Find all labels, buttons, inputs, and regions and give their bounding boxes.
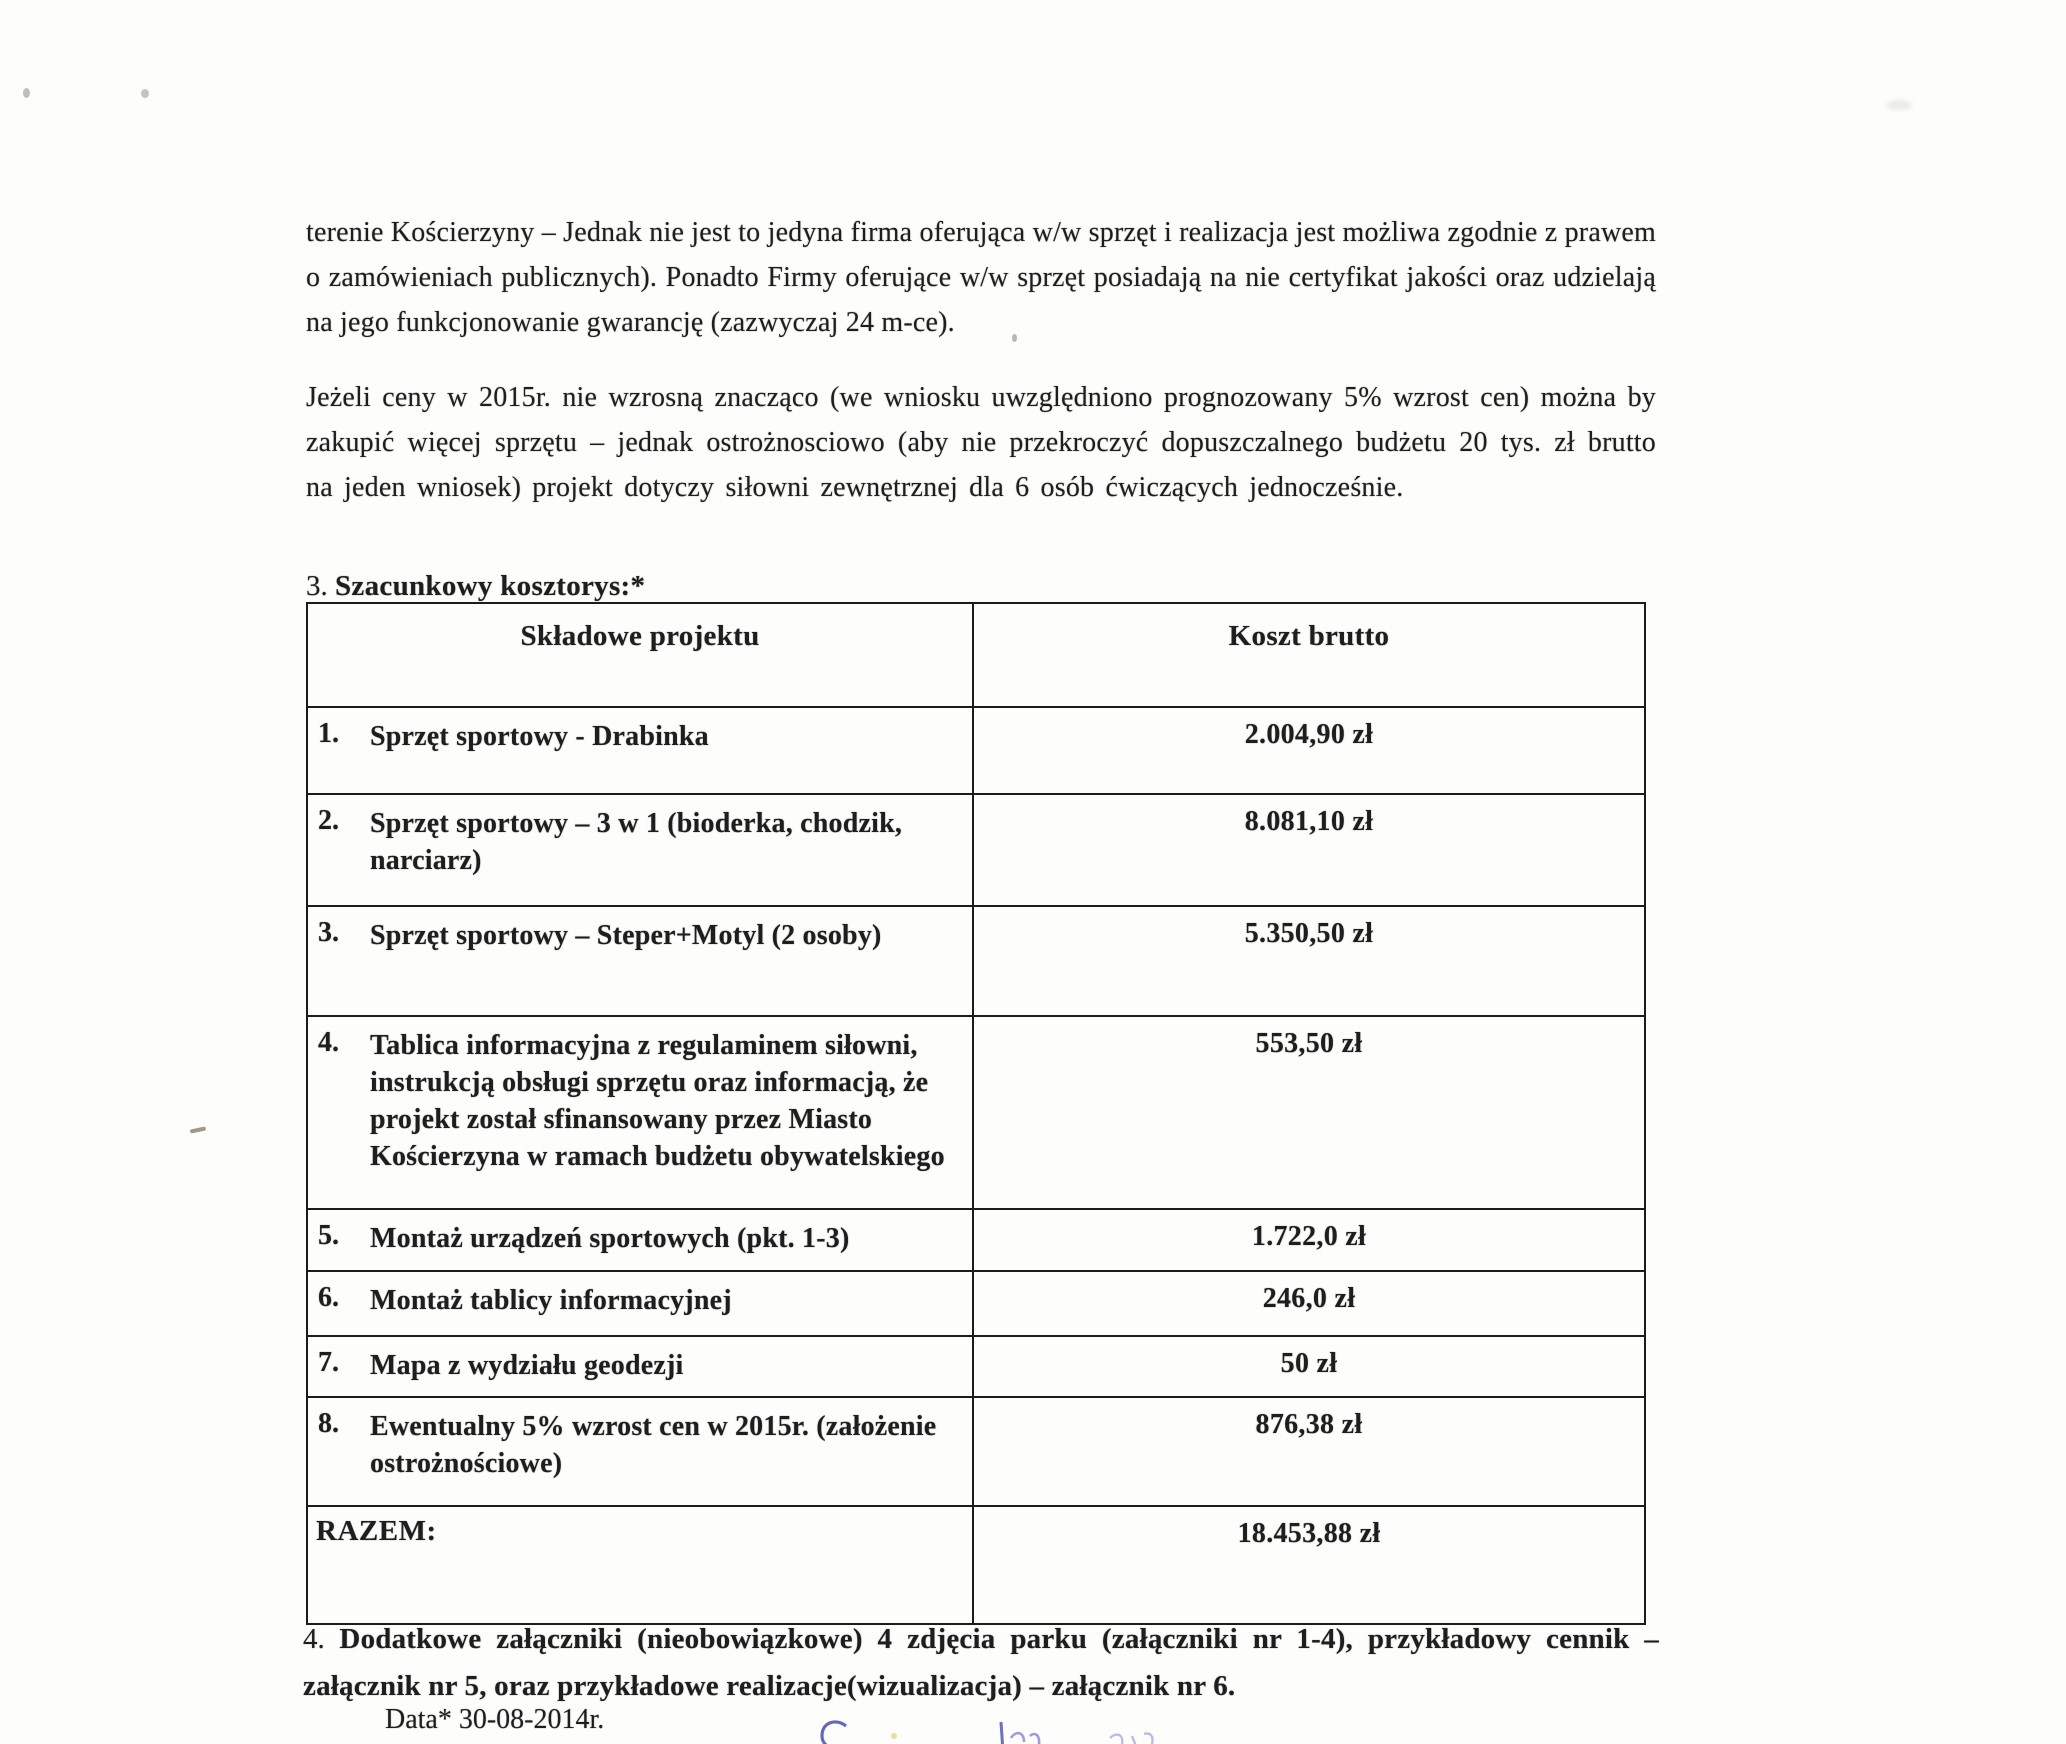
section4-note	[303, 1616, 1659, 1710]
paragraph-equipment-availability: terenie Kościerzyny – Jednak nie jest to jedyna firma oferująca w/w sprzęt i realizacja jest możliwa zgodnie z prawem o zamówieniach publicznych). Ponadto Firmy oferujące w/w sprzęt posiadają na nie certyfikat jakości oraz udzielają na jego funkcjonowanie gwarancję (zazwyczaj 24 m-ce).	[306, 217, 1656, 338]
section4-number: 4.	[303, 1623, 325, 1655]
row-label: Mapa z wydziału geodezji	[370, 1350, 684, 1381]
row-cost: 1.722,0 zł	[1251, 1221, 1367, 1252]
table-row	[307, 906, 1645, 1016]
row-number: 6.	[318, 1282, 339, 1313]
row-label: Montaż tablicy informacyjnej	[370, 1285, 732, 1316]
table-row	[307, 707, 1645, 794]
row-cost: 8.081,10 zł	[1244, 806, 1374, 837]
row-number: 3.	[318, 917, 339, 948]
section3-number: 3.	[306, 570, 328, 602]
date-line: Data* 30-08-2014r.	[385, 1704, 605, 1735]
row-cost: 2.004,90 zł	[1244, 719, 1374, 750]
section3-title: Szacunkowy kosztorys:*	[335, 570, 646, 602]
cost-estimate-table	[306, 602, 1646, 1625]
row-cost: 50 zł	[1280, 1348, 1338, 1379]
row-number: 2.	[318, 805, 339, 836]
table-header-component: Składowe projektu	[307, 603, 973, 707]
table-row	[307, 1209, 1645, 1271]
signature-fragment	[818, 1712, 1168, 1744]
row-cost: 553,50 zł	[1255, 1028, 1363, 1059]
total-cost: 18.453,88 zł	[1237, 1518, 1381, 1549]
row-label: Sprzęt sportowy – 3 w 1 (bioderka, chodzik, narciarz)	[370, 808, 903, 876]
row-number: 5.	[318, 1220, 339, 1251]
row-cost: 246,0 zł	[1262, 1283, 1356, 1314]
row-label: Sprzęt sportowy - Drabinka	[370, 721, 709, 752]
row-label: Tablica informacyjna z regulaminem siłowni, instrukcją obsługi sprzętu oraz informacją, że projekt został sfinansowany przez Miasto Kościerzyna w ramach budżetu obywatelskiego	[370, 1030, 945, 1172]
row-label: Montaż urządzeń sportowych (pkt. 1-3)	[370, 1223, 850, 1254]
total-label: RAZEM:	[316, 1515, 437, 1547]
section3-heading	[306, 570, 645, 603]
row-cost: 876,38 zł	[1255, 1409, 1363, 1440]
table-row	[307, 1336, 1645, 1397]
table-total-row	[307, 1506, 1645, 1624]
table-row	[307, 1271, 1645, 1336]
row-cost: 5.350,50 zł	[1244, 918, 1374, 949]
table-row	[307, 1397, 1645, 1506]
section4-text: Dodatkowe załączniki (nieobowiązkowe) 4 zdjęcia parku (załączniki nr 1-4), przykładowy cennik – załącznik nr 5, oraz przykładowe realizacje(wizualizacja) – załącznik nr 6.	[303, 1623, 1659, 1702]
handwritten-margin-dash	[190, 1126, 206, 1133]
scan-speck	[23, 88, 30, 98]
table-row	[307, 1016, 1645, 1209]
row-number: 8.	[318, 1408, 339, 1439]
row-number: 7.	[318, 1347, 339, 1378]
row-number: 1.	[318, 718, 339, 749]
row-label: Ewentualny 5% wzrost cen w 2015r. (założenie ostrożnościowe)	[370, 1411, 937, 1479]
paragraph-price-forecast: Jeżeli ceny w 2015r. nie wzrosną znacząco (we wniosku uwzględniono prognozowany 5% wzrost cen) można by zakupić więcej sprzętu – jednak ostrożnosciowo (aby nie przekroczyć dopuszczalnego budżetu 20 tys. zł brutto na jeden wniosek) projekt dotyczy siłowni zewnętrznej dla 6 osób ćwiczących jednocześnie.	[306, 382, 1656, 503]
table-header-row	[307, 603, 1645, 707]
row-number: 4.	[318, 1027, 339, 1058]
table-header-cost: Koszt brutto	[973, 603, 1645, 707]
scan-speck	[141, 89, 149, 98]
table-row	[307, 794, 1645, 906]
row-label: Sprzęt sportowy – Steper+Motyl (2 osoby)	[370, 920, 882, 951]
scan-smudge	[1886, 100, 1912, 110]
